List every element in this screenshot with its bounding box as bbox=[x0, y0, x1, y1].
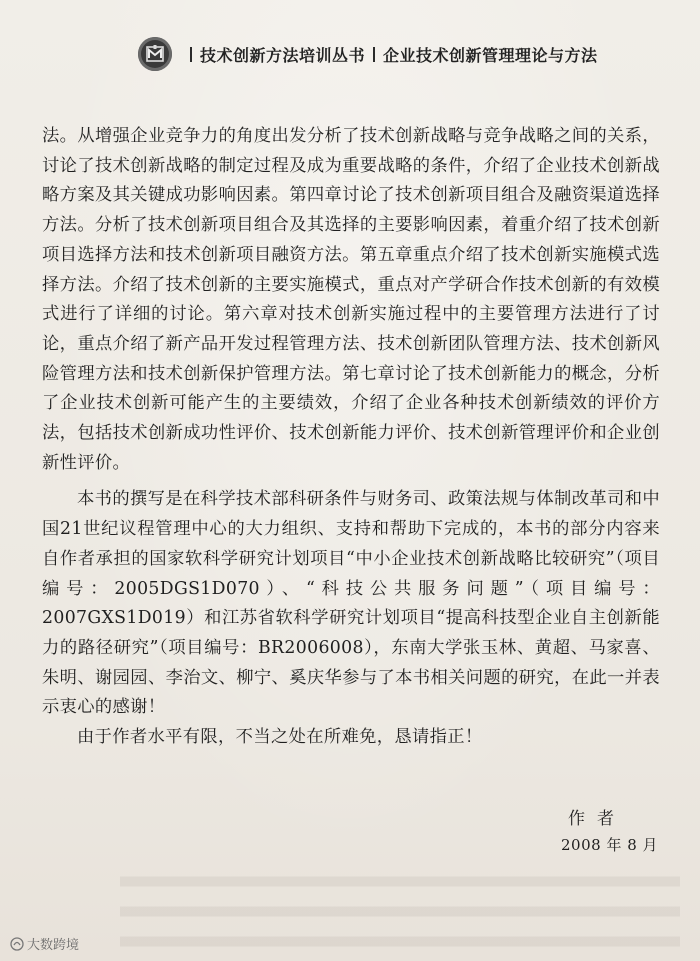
paragraph-acknowledgements: 本书的撰写是在科学技术部科研条件与财务司、政策法规与体制改革司和中国21世纪议程管理中心的大力组织、支持和帮助下完成的，本书的部分内容来自作者承担的国家软科学研究计划项目“中小企业技术创新战略比较研究”（项目编号：2005DGS1D070）、“科技公共服务问题”（项目编号：2007GXS1D019）和江苏省软科学研究计划项目“提高科技型企业自主创新能力的路径研究”（项目编号：BR2006008），东南大学张玉林、黄超、马家喜、朱明、谢园园、李治文、柳宁、奚庆华参与了本书相关问题的研究，在此一并表示衷心的感谢！ bbox=[42, 489, 660, 718]
paragraph-closing: 由于作者水平有限，不当之处在所难免，恳请指正！ bbox=[77, 727, 483, 748]
body-text bbox=[42, 122, 660, 753]
header-separator bbox=[373, 47, 375, 62]
book-title: 企业技术创新管理理论与方法 bbox=[383, 45, 598, 65]
paragraph-chapter-summary: 法。从增强企业竞争力的角度出发分析了技术创新战略与竞争战略之间的关系，讨论了技术创新战略的制定过程及成为重要战略的条件，介绍了企业技术创新战略方案及其关键成功影响因素。第四章讨论了技术创新项目组合及融资渠道选择方法。分析了技术创新项目组合及其选择的主要影响因素，着重介绍了技术创新项目选择方法和技术创新项目融资方法。第五章重点介绍了技术创新实施模式选择方法。介绍了技术创新的主要实施模式，重点对产学研合作技术创新的有效模式进行了详细的讨论。第六章对技术创新实施过程中的主要管理方法进行了讨论，重点介绍了新产品开发过程管理方法、技术创新团队管理方法、技术创新风险管理方法和技术创新保护管理方法。第七章讨论了技术创新能力的概念，分析了企业技术创新可能产生的主要绩效，介绍了企业各种技术创新绩效的评价方法，包括技术创新成功性评价、技术创新能力评价、技术创新管理评价和企业创新性评价。 bbox=[42, 126, 660, 473]
header-separator bbox=[190, 47, 192, 62]
preface-date: 2008 年 8 月 bbox=[561, 836, 659, 854]
watermark-text: 大数跨境 bbox=[27, 938, 80, 953]
watermark-logo-icon bbox=[10, 937, 24, 951]
watermark bbox=[10, 934, 79, 953]
publisher-logo-icon bbox=[138, 37, 172, 71]
series-title: 技术创新方法培训丛书 bbox=[200, 45, 366, 65]
show-through-texture bbox=[120, 860, 680, 950]
running-header bbox=[138, 36, 598, 72]
author-signature: 作者 bbox=[568, 809, 626, 829]
